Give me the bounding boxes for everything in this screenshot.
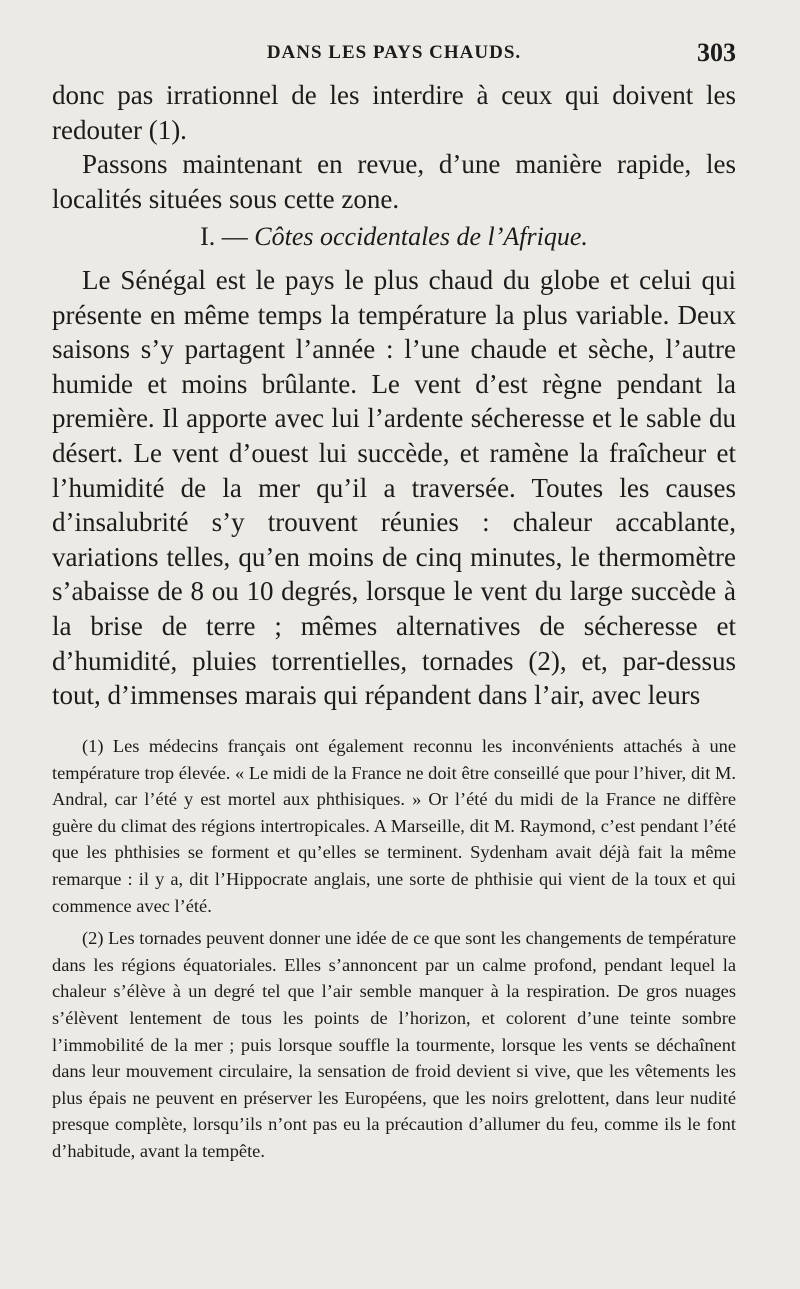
footnotes xyxy=(52,733,736,1165)
paragraph-senegal: Le Sénégal est le pays le plus chaud du globe et celui qui présente en même temps la température la plus variable. Deux saisons s’y partagent l’année : l’une chaude et sèche, l’autre humide et moins brûlante. Le vent d’est règne pendant la première. Il apporte avec lui l’ardente sécheresse et le sable du désert. Le vent d’ouest lui succède, et ramène la fraîcheur et l’humidité de la mer qu’il a traversée. Toutes les causes d’insalubrité s’y trouvent réunies : chaleur accablante, variations telles, qu’en moins de cinq minutes, le thermomètre s’abaisse de 8 ou 10 degrés, lorsque le vent du large succède à la brise de terre ; mêmes alternatives de sécheresse et d’humidité, pluies torrentielles, tornades (2), et, par-dessus tout, d’immenses marais qui répandent dans l’air, avec leurs xyxy=(52,264,736,711)
section-number: I. — xyxy=(200,222,248,252)
paragraph-continuation: donc pas irrationnel de les interdire à ceux qui doivent les redouter (1). xyxy=(52,80,736,145)
section-heading xyxy=(52,220,736,255)
page-number: 303 xyxy=(697,38,736,67)
running-head: DANS LES PAYS CHAUDS. xyxy=(266,42,522,63)
section-title: Côtes occidentales de l’Afrique. xyxy=(254,222,588,252)
paragraph-transition: Passons maintenant en revue, d’une manière rapide, les localités situées sous cette zone. xyxy=(52,149,736,214)
footnote-2: (2) Les tornades peuvent donner une idée de ce que sont les changements de température dans les régions équatoriales. Elles s’annoncent par un calme profond, pendant lequel la chaleur s’élève à un degré tel que l’air semble manquer à la respiration. De gros nuages s’élèvent lentement de tous les points de l’horizon, et colorent d’une teinte sombre l’immobilité de la mer ; puis lorsque souffle la tourmente, lorsque les vents se déchaînent dans leur mouvement circulaire, la sensation de froid devient si vive, que les vêtements les plus épais ne peuvent en préserver les Européens, que les noirs grelottent, dans leur nudité presque complète, lorsqu’ils n’ont pas eu la précaution d’allumer du feu, comme ils le font d’habitude, avant la tempête. xyxy=(52,928,736,1161)
footnote-1: (1) Les médecins français ont également reconnu les inconvénients attachés à une température trop élevée. « Le midi de la France ne doit être conseillé que pour l’hiver, dit M. Andral, car l’été y est mortel aux phthisiques. » Or l’été du midi de la France ne diffère guère du climat des régions intertropicales. A Marseille, dit M. Raymond, c’est pendant l’été que les phthisies se forment et qu’elles se terminent. Sydenham avait déjà fait la même remarque : il y a, dit l’Hippocrate anglais, une sorte de phthisie qui vient de la toux et qui commence avec l’été. xyxy=(52,736,736,916)
body-text xyxy=(52,78,736,713)
page-header xyxy=(52,38,736,72)
